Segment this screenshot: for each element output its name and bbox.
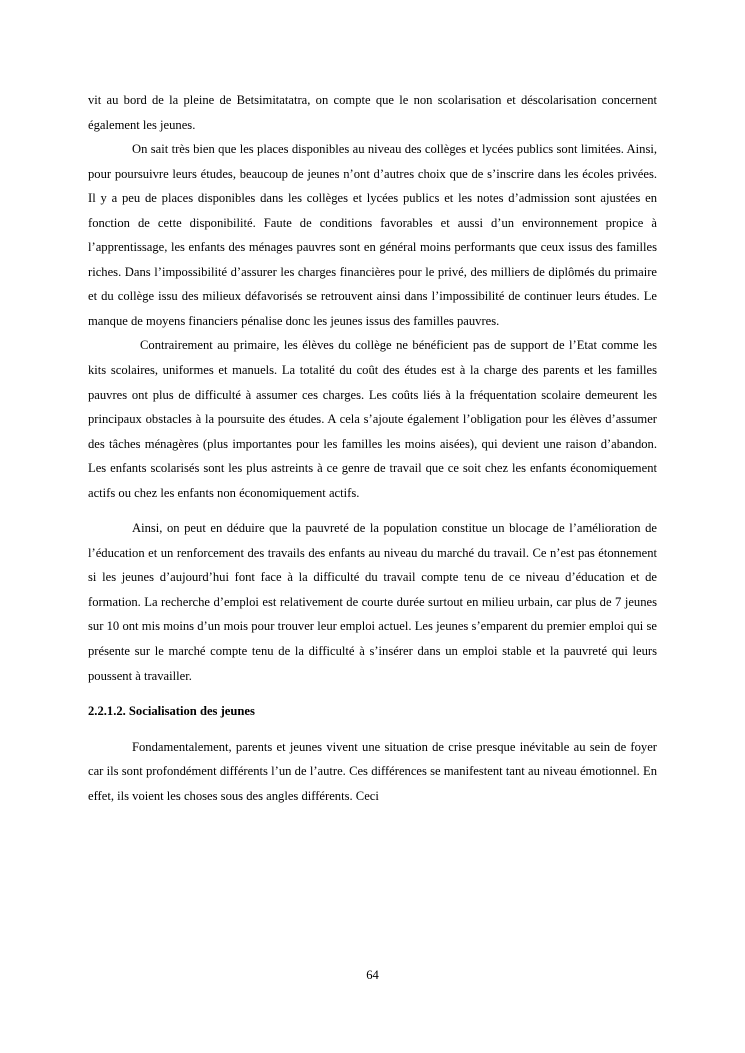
page-number: 64	[366, 968, 379, 982]
paragraph-2: On sait très bien que les places disponibles au niveau des collèges et lycées publics sont limitées. Ainsi, pour poursuivre leurs études, beaucoup de jeunes n’ont d’autres choix que de s’inscrire dans les écoles privées. Il y a peu de places disponibles dans les collèges et lycées publics et les notes d’admission sont ajustées en fonction de cette disponibilité. Faute de conditions favorables et aussi d’un environnement propice à l’apprentissage, les enfants des ménages pauvres sont en général moins performants que ceux issus des familles riches. Dans l’impossibilité d’assurer les charges financières pour le privé, des milliers de diplômés du primaire et du collège issu des milieux défavorisés se retrouvent ainsi dans l’impossibilité de continuer leurs études. Le manque de moyens financiers pénalise donc les jeunes issus des familles pauvres.	[88, 142, 657, 328]
paragraph-spacer	[88, 505, 657, 516]
section-heading: 2.2.1.2. Socialisation des jeunes	[88, 704, 255, 719]
paragraph-5: Fondamentalement, parents et jeunes vivent une situation de crise presque inévitable au sein de foyer car ils sont profondément différents l’un de l’autre. Ces différences se manifestent tant au niveau émotionnel. En effet, ils voient les choses sous des angles différents. Ceci	[88, 739, 657, 803]
post-heading-spacer	[88, 724, 657, 735]
paragraph-3: Contrairement au primaire, les élèves du collège ne bénéficient pas de support de l’Etat comme les kits scolaires, uniformes et manuels. La totalité du coût des études est à la charge des parents et les familles pauvres ont plus de difficulté à assumer ces charges. Les coûts liés à la fréquentation scolaire demeurent les principaux obstacles à la poursuite des études. A cela s’ajoute également l’obligation pour les élèves d’assumer des tâches ménagères (plus importantes pour les familles les moins aisées), qui devient une raison d’abandon. Les enfants scolarisés sont les plus astreints à ce genre de travail que ce soit chez les enfants économiquement actifs ou chez les enfants non économiquement actifs.	[88, 338, 657, 500]
paragraph-1: vit au bord de la pleine de Betsimitatatra, on compte que le non scolarisation et déscolarisation concernent également les jeunes.	[88, 93, 657, 132]
paragraph-4: Ainsi, on peut en déduire que la pauvreté de la population constitue un blocage de l’amélioration de l’éducation et un renforcement des travails des enfants au niveau du marché du travail. Ce n’est pas étonnement si les jeunes d’aujourd’hui font face à la difficulté du travail compte tenu de ce niveau d’éducation et de formation. La recherche d’emploi est relativement de courte durée surtout en milieu urbain, car plus de 7 jeunes sur 10 ont mis moins d’un mois pour trouver leur emploi actuel. Les jeunes s’emparent du premier emploi qui se présente sur le marché compte tenu de la difficulté à s’insérer dans un emploi stable et la pauvreté qui leurs poussent à travailler.	[88, 521, 657, 683]
document-body	[88, 88, 657, 808]
heading-spacer	[88, 688, 657, 699]
